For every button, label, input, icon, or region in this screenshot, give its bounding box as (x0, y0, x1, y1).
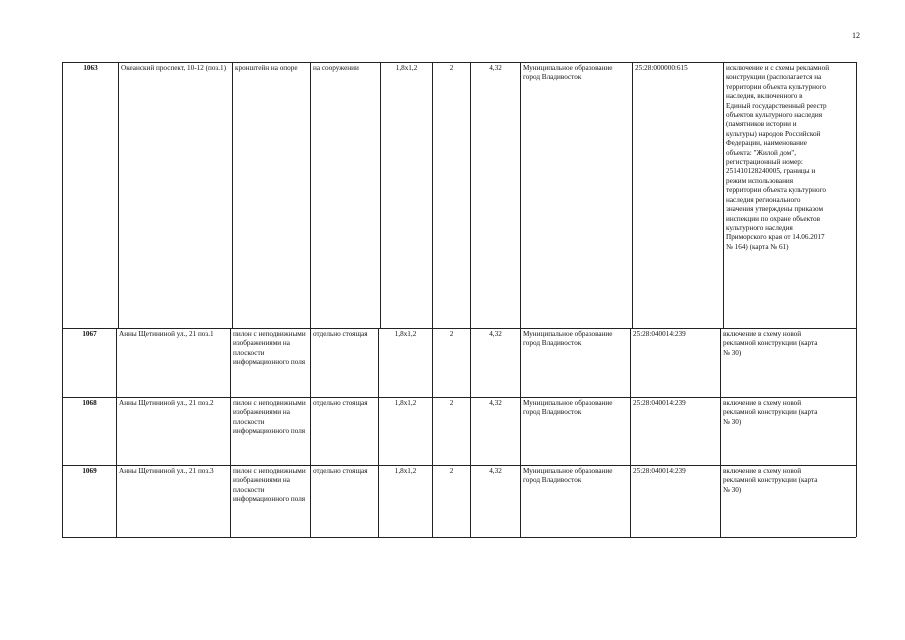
column-border (62, 465, 63, 537)
note-line: включение в схему новой (723, 330, 802, 338)
note-line: № 164) (карта № 61) (726, 242, 789, 251)
column-border (62, 397, 63, 465)
address-cell: Анны Щетининой ул., 21 поз.2 (119, 399, 214, 407)
row-number: 1067 (82, 330, 97, 338)
column-border (632, 62, 633, 328)
note-line: включение в схему новой (723, 467, 802, 475)
owner-cell: Муниципальное образование город Владивосток (523, 64, 613, 82)
note-line: (памятников истории и (726, 120, 797, 129)
column-border (720, 328, 721, 397)
column-border (470, 62, 471, 328)
page-number: 12 (852, 31, 860, 40)
column-border (470, 397, 471, 465)
row-number: 1069 (82, 467, 97, 475)
cadastral-number-cell: 25:28:040014:239 (633, 399, 686, 407)
note-line: включение в схему новой (723, 399, 802, 407)
row-number: 1068 (82, 399, 97, 407)
column-border (378, 465, 379, 537)
column-border (378, 397, 379, 465)
size-cell: 1,8x1,2 (394, 330, 417, 338)
note-line: значения утверждены приказом (726, 205, 824, 214)
note-line: конструкции (располагается на (726, 73, 822, 82)
note-line: исключение и с схемы рекламной (726, 64, 830, 72)
note-cell (726, 64, 854, 327)
column-border (116, 328, 117, 397)
column-border (116, 465, 117, 537)
note-line: наследия регионального (726, 195, 801, 204)
note-line: регистрационный номер: (726, 158, 803, 167)
owner-cell: Муниципальное образование город Владивосток (523, 330, 613, 348)
row-number: 1063 (83, 64, 98, 72)
structure-type-cell: пилон с неподвижными изображениями на плоскости информационного поля (233, 399, 306, 436)
note-line: режим использования (726, 176, 794, 185)
column-border (116, 397, 117, 465)
note-line: рекламной конструкции (карта (723, 476, 818, 485)
column-border (520, 397, 521, 465)
note-line: объектов культурного наследия (726, 111, 823, 120)
placement-cell: отдельно стоящая (313, 330, 368, 338)
column-border (630, 397, 631, 465)
column-border (232, 62, 233, 328)
address-cell: Океанский проспект, 10-12 (поз.1) (121, 64, 227, 72)
column-border (432, 397, 433, 465)
sides-cell: 2 (449, 64, 454, 72)
size-cell: 1,8x1,2 (394, 467, 417, 475)
address-cell: Анны Щетининой ул., 21 поз.1 (119, 330, 214, 338)
note-line: рекламной конструкции (карта (723, 339, 818, 348)
row-border-top (62, 465, 856, 466)
note-line: наследия, включенного в (726, 92, 803, 101)
column-border (470, 328, 471, 397)
column-border (856, 465, 857, 537)
column-border (720, 397, 721, 465)
note-line: № 30) (723, 485, 742, 494)
area-cell: 4,32 (489, 467, 502, 475)
row-border-top (62, 328, 856, 329)
column-border (520, 465, 521, 537)
area-cell: 4,32 (489, 64, 502, 72)
note-line: культуры) народов Российской (726, 129, 821, 138)
column-border (310, 62, 311, 328)
note-line: Единый государственный реестр (726, 101, 827, 110)
note-cell (723, 467, 854, 536)
column-border (470, 465, 471, 537)
note-line: культурного наследия (726, 223, 793, 232)
placement-cell: отдельно стоящая (313, 399, 368, 407)
note-line: объекта: "Жилой дом", (726, 148, 797, 157)
column-border (310, 397, 311, 465)
structure-type-cell: кронштейн на опоре (235, 64, 298, 72)
column-border (432, 328, 433, 397)
row-border-bottom (62, 537, 856, 538)
placement-cell: отдельно стоящая (313, 467, 368, 475)
owner-cell: Муниципальное образование город Владивосток (523, 399, 613, 417)
column-border (856, 397, 857, 465)
note-line: № 30) (723, 417, 742, 426)
column-border (856, 62, 857, 328)
area-cell: 4,32 (489, 330, 502, 338)
area-cell: 4,32 (489, 399, 502, 407)
column-border (630, 328, 631, 397)
note-line: 251410128240005, границы и (726, 167, 816, 176)
column-border (230, 328, 231, 397)
row-border-top (62, 397, 856, 398)
column-border (310, 465, 311, 537)
sides-cell: 2 (449, 330, 454, 338)
note-line: территории объекта культурного (726, 186, 826, 195)
column-border (378, 328, 379, 397)
cadastral-number-cell: 25:28:000000:615 (635, 64, 688, 72)
column-border (230, 397, 231, 465)
placement-cell: на сооружении (313, 64, 359, 72)
column-border (856, 328, 857, 397)
note-line: № 30) (723, 348, 742, 357)
structure-type-cell: пилон с неподвижными изображениями на плоскости информационного поля (233, 467, 306, 504)
column-border (118, 62, 119, 328)
owner-cell: Муниципальное образование город Владивосток (523, 467, 613, 485)
column-border (630, 465, 631, 537)
column-border (230, 465, 231, 537)
column-border (62, 328, 63, 397)
note-line: Приморского края от 14.06.2017 (726, 233, 825, 242)
column-border (380, 62, 381, 328)
note-line: инспекции по охране объектов (726, 214, 821, 223)
size-cell: 1,8x1,2 (394, 399, 417, 407)
note-line: территории объекта культурного (726, 82, 826, 91)
column-border (432, 465, 433, 537)
column-border (432, 62, 433, 328)
sides-cell: 2 (449, 399, 454, 407)
column-border (520, 62, 521, 328)
column-border (720, 465, 721, 537)
row-border-top (62, 62, 856, 63)
cadastral-number-cell: 25:28:040014:239 (633, 467, 686, 475)
column-border (310, 328, 311, 397)
column-border (723, 62, 724, 328)
note-cell (723, 399, 854, 464)
note-line: рекламной конструкции (карта (723, 408, 818, 417)
sides-cell: 2 (449, 467, 454, 475)
column-border (62, 62, 63, 328)
note-line: Федерации, наименование (726, 139, 807, 148)
address-cell: Анны Щетининой ул., 21 поз.3 (119, 467, 214, 475)
note-cell (723, 330, 854, 396)
structure-type-cell: пилон с неподвижными изображениями на плоскости информационного поля (233, 330, 306, 367)
size-cell: 1,8x1,2 (395, 64, 418, 72)
cadastral-number-cell: 25:28:040014:239 (633, 330, 686, 338)
column-border (520, 328, 521, 397)
